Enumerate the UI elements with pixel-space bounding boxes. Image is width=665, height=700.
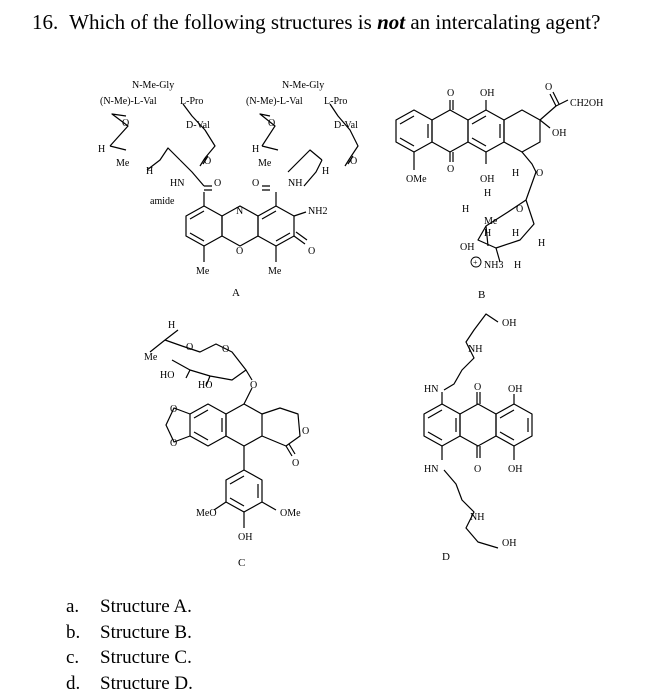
b-h6: H (514, 260, 522, 271)
b-o-link: O (536, 168, 544, 179)
c-ome: OMe (280, 508, 301, 519)
structure-a (110, 104, 358, 262)
c-oh: OH (238, 532, 253, 543)
c-o-dioxa1: O (170, 404, 178, 415)
d-oh-right-top: OH (508, 384, 523, 395)
b-oh-bottom: OH (480, 174, 495, 185)
c-me: Me (144, 352, 158, 363)
a-nmeval-left: (N-Me)-L-Val (100, 96, 157, 107)
option-a[interactable] (66, 594, 193, 620)
a-nh2: NH2 (308, 206, 328, 217)
structure-d-labels (424, 318, 522, 563)
c-meo: MeO (196, 508, 217, 519)
question-number: 16. (32, 10, 59, 34)
b-h2: H (462, 204, 470, 215)
c-o-lactone: O (302, 426, 310, 437)
a-h-left: H (98, 144, 106, 155)
b-oh-top: OH (480, 88, 495, 99)
a-nmegly-left: N-Me-Gly (132, 80, 175, 91)
a-n-ring: N (236, 206, 244, 217)
b-oh-sugar: OH (460, 242, 475, 253)
a-hn: HN (170, 178, 185, 189)
a-nh: NH (288, 178, 303, 189)
a-me-bottom-right: Me (268, 266, 282, 277)
option-c[interactable] (66, 645, 193, 671)
b-h3: H (484, 228, 492, 239)
d-nh-bottom: NH (470, 512, 485, 523)
c-o-ring1: O (186, 342, 194, 353)
b-plus: + (473, 258, 478, 267)
option-letter: c. (66, 647, 80, 668)
c-o-lactone-carbonyl: O (292, 458, 300, 469)
answer-options (66, 594, 193, 696)
d-hn-bottom: HN (424, 464, 439, 475)
b-ome: OMe (406, 174, 427, 185)
a-h2-left: H (146, 166, 154, 177)
a-amide: amide (150, 196, 175, 207)
c-o-dioxa2: O (170, 438, 178, 449)
b-h-a: H (512, 168, 520, 179)
structure-c-label: C (238, 557, 246, 569)
b-me: Me (484, 216, 498, 227)
structure-c-labels (144, 320, 309, 569)
b-h4: H (512, 228, 520, 239)
a-o-amide-right: O (252, 178, 260, 189)
a-o-co-left: O (204, 156, 212, 167)
option-text: Structure A. (100, 596, 192, 617)
d-oh-right-bottom: OH (508, 464, 523, 475)
a-o-ring-right: O (268, 118, 276, 129)
d-o-top: O (474, 382, 482, 393)
option-letter: b. (66, 621, 81, 643)
option-letter: d. (66, 672, 81, 694)
question-stem-end: an intercalating agent? (410, 10, 601, 34)
a-nmegly-right: N-Me-Gly (282, 80, 325, 91)
c-ho2: HO (198, 380, 213, 391)
d-oh-top: OH (502, 318, 517, 329)
d-hn-top: HN (424, 384, 439, 395)
a-me-bottom-left: Me (196, 266, 210, 277)
option-d[interactable] (66, 671, 193, 697)
a-o-co-right: O (350, 156, 358, 167)
a-lpro-left: L-Pro (180, 96, 204, 107)
b-ch2oh: CH2OH (570, 98, 604, 109)
a-o-ring-left: O (122, 118, 130, 129)
d-o-bottom: O (474, 464, 482, 475)
structure-b-label: B (478, 289, 486, 301)
a-o-keto: O (308, 246, 316, 257)
structure-a-labels (98, 80, 358, 299)
b-nh3: NH3 (484, 260, 504, 271)
a-dval-left: D-Val (186, 120, 210, 131)
a-h2-right: H (322, 166, 330, 177)
b-o-acid: O (545, 82, 553, 93)
a-lpro-right: L-Pro (324, 96, 348, 107)
c-o-ring2: O (222, 344, 230, 355)
question-stem: Which of the following structures is (69, 10, 372, 34)
c-h: H (168, 320, 176, 331)
structure-d-label: D (442, 551, 450, 563)
b-o-top: O (447, 88, 455, 99)
structure-b-labels (406, 82, 603, 301)
option-text: Structure C. (100, 647, 192, 668)
option-text: Structure B. (100, 621, 192, 643)
structure-a-label: A (232, 287, 240, 299)
question-emphasis: not (377, 10, 406, 34)
a-me-right: Me (258, 158, 272, 169)
b-o-bottom: O (447, 164, 455, 175)
option-letter: a. (66, 596, 80, 617)
option-text: Structure D. (100, 672, 193, 694)
b-h5: H (538, 238, 546, 249)
a-me-left: Me (116, 158, 130, 169)
a-o-ring: O (236, 246, 244, 257)
b-h1: H (484, 188, 492, 199)
a-o-amide-left: O (214, 178, 222, 189)
c-ho1: HO (160, 370, 175, 381)
structure-c (150, 330, 300, 528)
a-h-right: H (252, 144, 260, 155)
c-o-glycoside: O (250, 380, 258, 391)
b-oh-side: OH (552, 128, 567, 139)
a-nmeval-right: (N-Me)-L-Val (246, 96, 303, 107)
d-nh-top: NH (468, 344, 483, 355)
b-o-sugar: O (516, 204, 524, 215)
d-oh-bottom: OH (502, 538, 517, 549)
option-b[interactable] (66, 620, 193, 646)
a-dval-right: D-Val (334, 120, 358, 131)
